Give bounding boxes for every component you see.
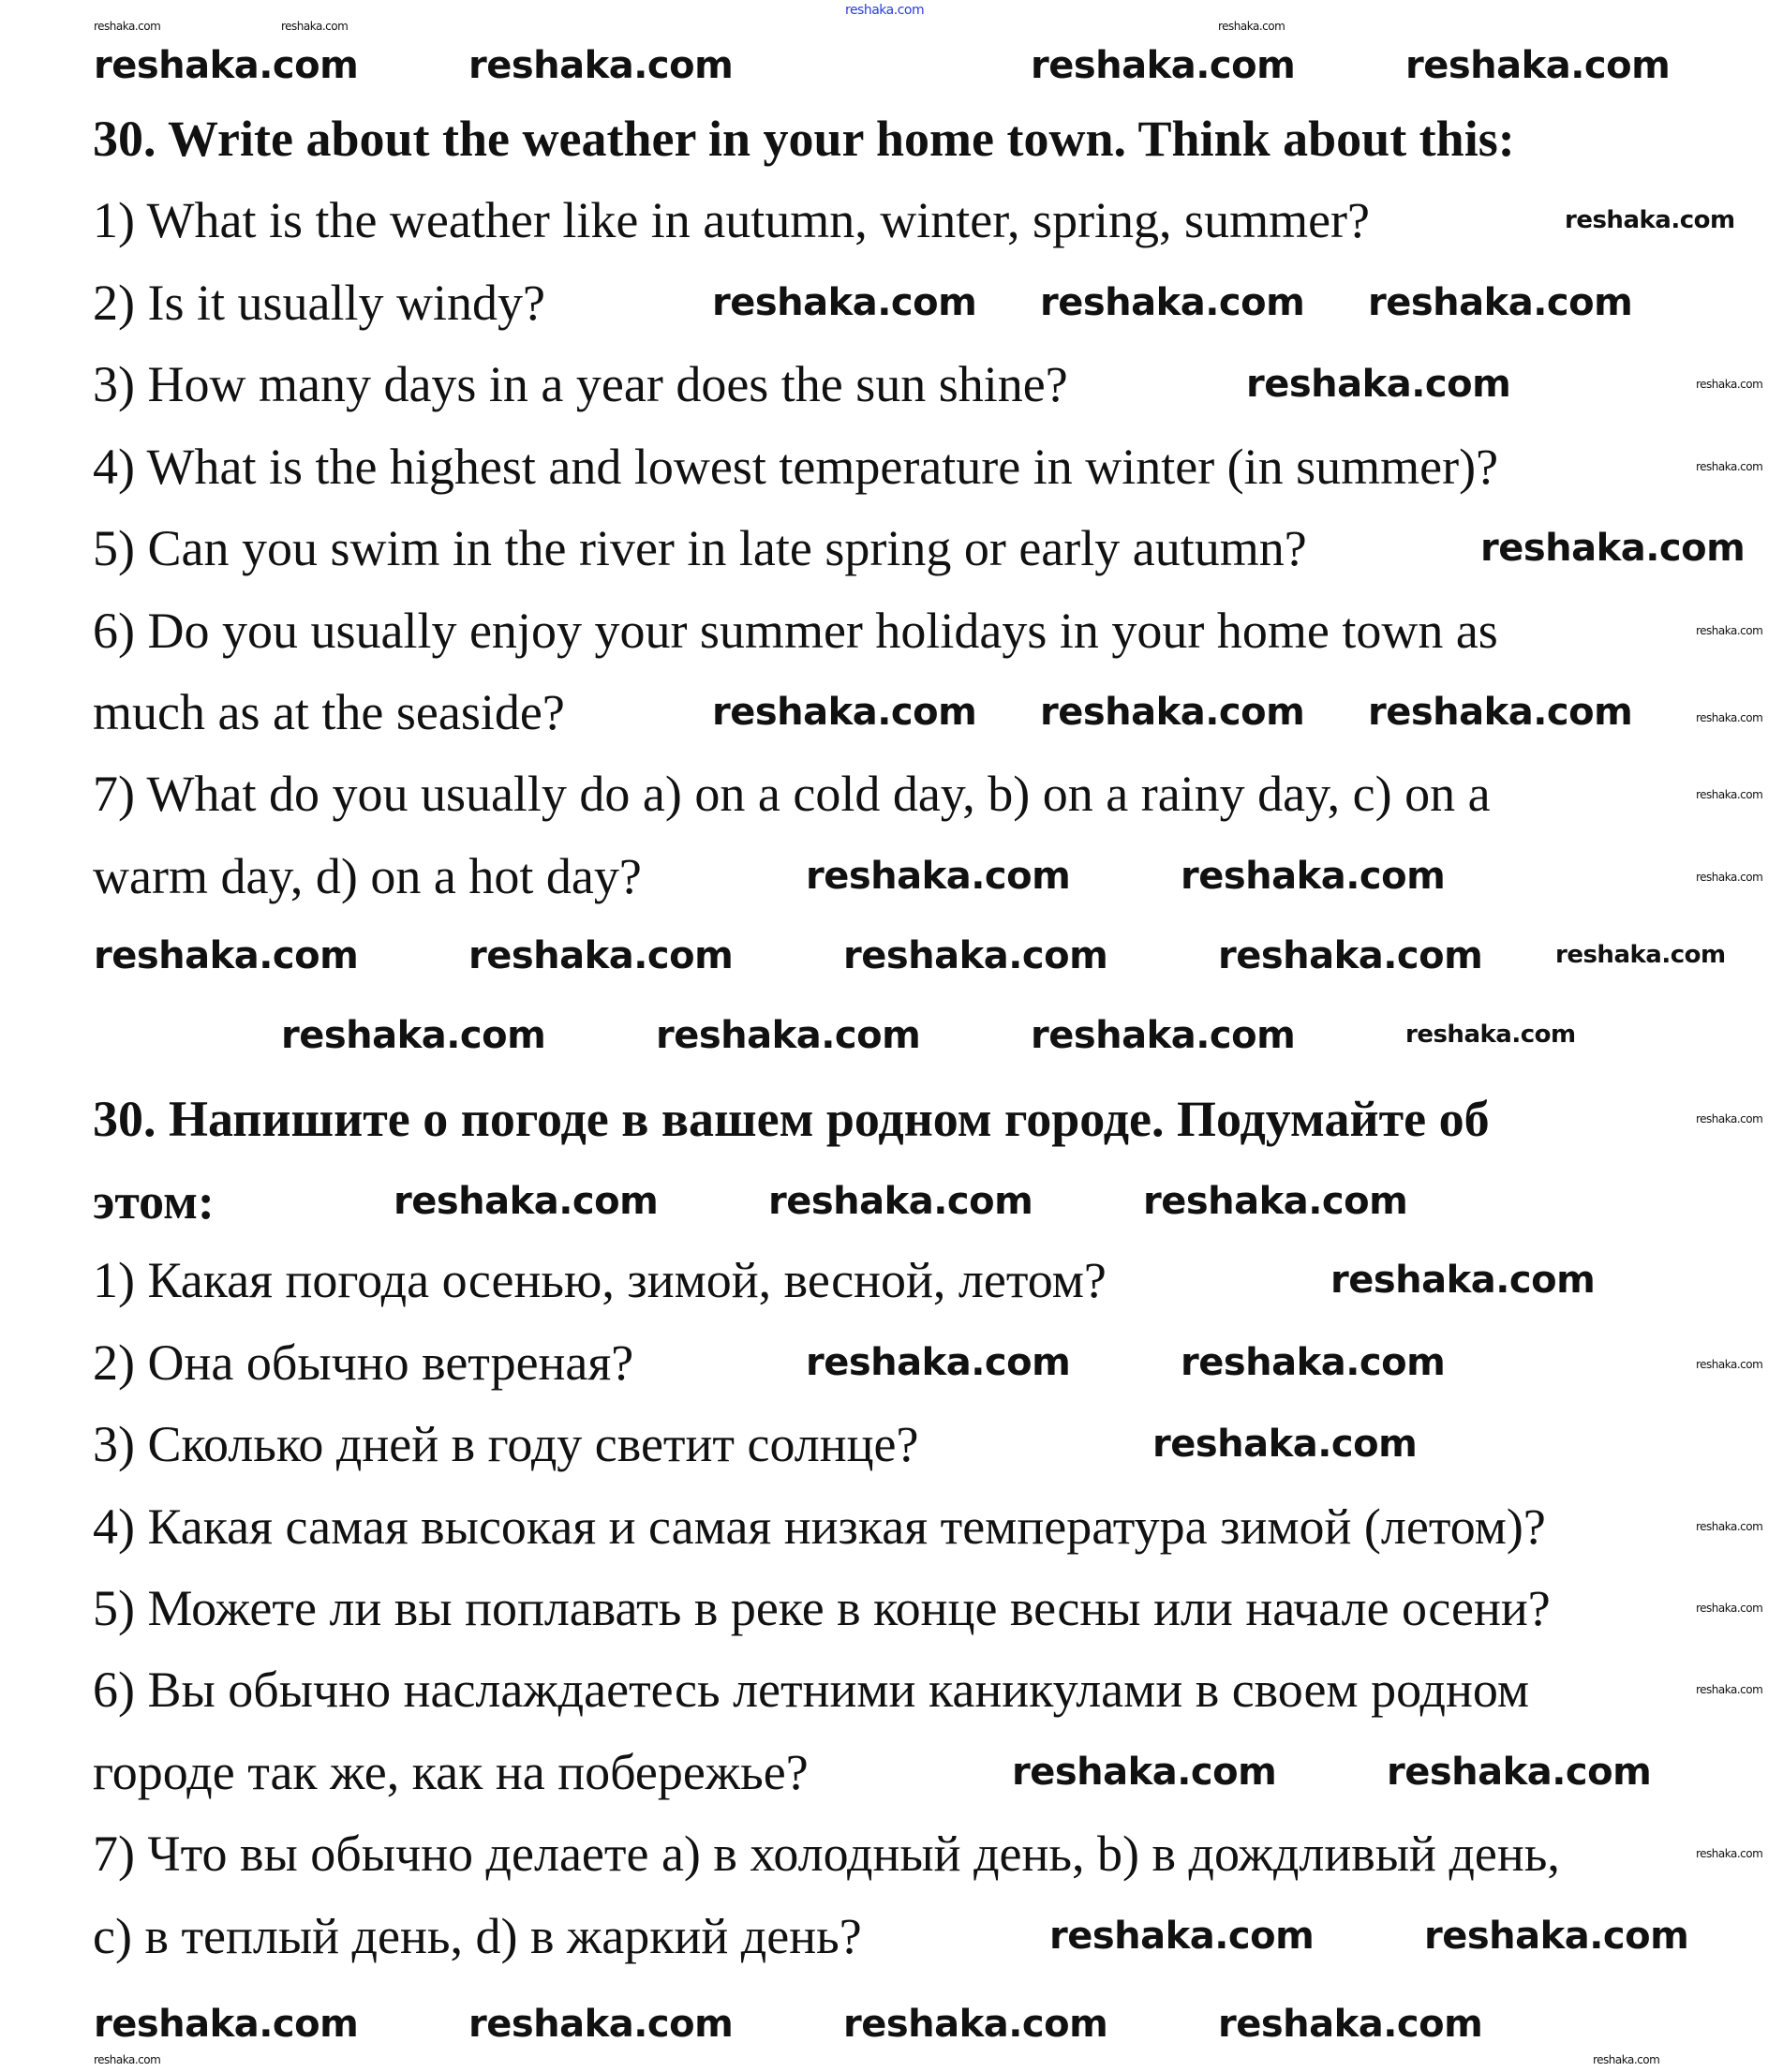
watermark: reshaka.com [1696,1520,1763,1533]
watermark: reshaka.com [94,2003,359,2046]
watermark: reshaka.com [845,3,925,18]
watermark: reshaka.com [1181,855,1446,898]
english-question: warm day, d) on a hot day? [93,848,642,904]
watermark: reshaka.com [1040,281,1305,324]
english-question: 6) Do you usually enjoy your summer holidays in your home town as [93,603,1498,659]
watermark: reshaka.com [1480,527,1746,570]
watermark: reshaka.com [1152,1423,1418,1466]
watermark: reshaka.com [1387,1751,1652,1794]
watermark: reshaka.com [1031,1014,1296,1057]
watermark: reshaka.com [94,934,359,977]
watermark: reshaka.com [1696,460,1763,473]
watermark: reshaka.com [806,1341,1071,1384]
russian-question: c) в теплый день, d) в жаркий день? [93,1908,862,1964]
watermark: reshaka.com [1218,20,1285,33]
english-question: 2) Is it usually windy? [93,275,545,331]
watermark: reshaka.com [94,2053,161,2066]
watermark: reshaka.com [94,44,359,87]
watermark: reshaka.com [281,20,349,33]
watermark: reshaka.com [468,934,734,977]
watermark: reshaka.com [94,20,161,33]
watermark: reshaka.com [1218,2003,1483,2046]
watermark: reshaka.com [1696,1358,1763,1371]
watermark: reshaka.com [712,691,977,734]
watermark: reshaka.com [1696,1112,1763,1125]
english-question: 4) What is the highest and lowest temperature in winter (in summer)? [93,439,1499,495]
watermark: reshaka.com [468,44,734,87]
watermark: reshaka.com [1555,941,1726,969]
watermark: reshaka.com [1031,44,1296,87]
english-question: 3) How many days in a year does the sun shine? [93,356,1068,412]
watermark: reshaka.com [656,1014,921,1057]
watermark: reshaka.com [1143,1180,1408,1223]
russian-question: 7) Что вы обычно делаете a) в холодный день, b) в дождливый день, [93,1826,1560,1882]
watermark: reshaka.com [1040,691,1305,734]
watermark: reshaka.com [1696,871,1763,884]
watermark: reshaka.com [1330,1259,1596,1302]
watermark: reshaka.com [806,855,1071,898]
russian-question: 3) Сколько дней в году светит солнце? [93,1416,919,1472]
watermark: reshaka.com [843,934,1108,977]
watermark: reshaka.com [843,2003,1108,2046]
watermark: reshaka.com [1696,788,1763,801]
watermark: reshaka.com [1012,1751,1277,1794]
watermark: reshaka.com [1368,281,1633,324]
watermark: reshaka.com [1696,1847,1763,1860]
watermark: reshaka.com [1049,1915,1315,1958]
russian-heading-cont: этом: [93,1173,215,1230]
english-question: 7) What do you usually do a) on a cold day, b) on a rainy day, c) on a [93,766,1491,822]
watermark: reshaka.com [468,2003,734,2046]
russian-question: 5) Можете ли вы поплавать в реке в конце весны или начале осени? [93,1580,1551,1636]
watermark: reshaka.com [1565,206,1735,234]
watermark: reshaka.com [1593,2053,1660,2066]
watermark: reshaka.com [712,281,977,324]
watermark: reshaka.com [1696,711,1763,724]
watermark: reshaka.com [1696,1683,1763,1696]
watermark: reshaka.com [768,1180,1033,1223]
watermark: reshaka.com [1696,378,1763,391]
russian-question: 2) Она обычно ветреная? [93,1334,634,1391]
russian-question: 1) Какая погода осенью, зимой, весной, летом? [93,1252,1107,1308]
watermark: reshaka.com [1696,624,1763,637]
watermark: reshaka.com [1424,1915,1689,1958]
watermark: reshaka.com [1405,1021,1576,1049]
english-heading: 30. Write about the weather in your home town. Think about this: [93,111,1515,167]
russian-question: городе так же, как на побережье? [93,1744,809,1800]
watermark: reshaka.com [1405,44,1671,87]
english-question: 5) Can you swim in the river in late spring or early autumn? [93,520,1307,576]
watermark: reshaka.com [1246,363,1511,406]
watermark: reshaka.com [1696,1602,1763,1615]
watermark: reshaka.com [394,1180,659,1223]
watermark: reshaka.com [1181,1341,1446,1384]
english-question: 1) What is the weather like in autumn, winter, spring, summer? [93,192,1370,248]
watermark: reshaka.com [1368,691,1633,734]
english-question: much as at the seaside? [93,684,565,740]
watermark: reshaka.com [1218,934,1483,977]
russian-question: 6) Вы обычно наслаждаетесь летними каникулами в своем родном [93,1662,1530,1718]
russian-question: 4) Какая самая высокая и самая низкая температура зимой (летом)? [93,1498,1546,1555]
watermark: reshaka.com [281,1014,546,1057]
russian-heading: 30. Напишите о погоде в вашем родном городе. Подумайте об [93,1091,1490,1147]
